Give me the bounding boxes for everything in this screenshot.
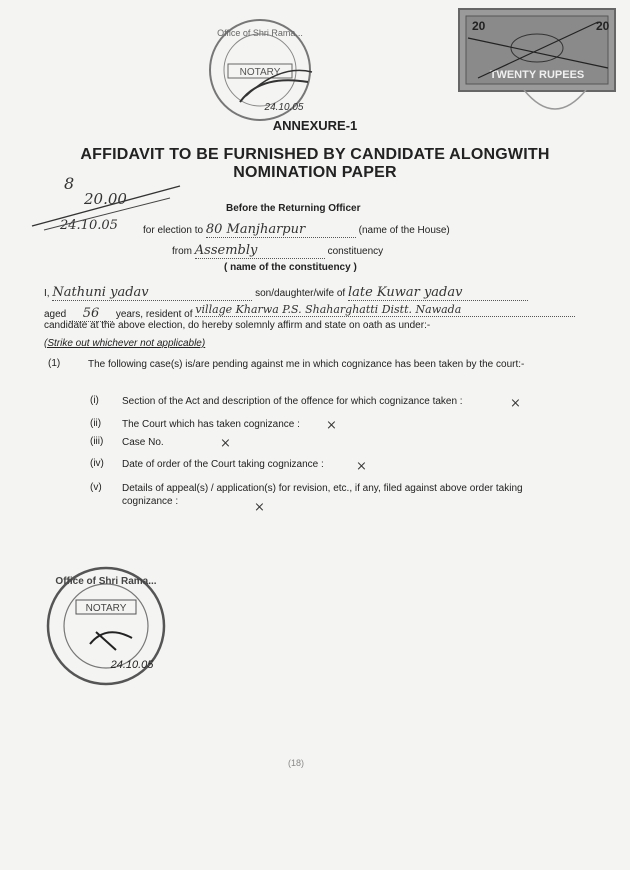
from-label: from [172, 246, 192, 257]
notary-top-date: 24.10.05 [264, 102, 304, 113]
subitem-iv-text: Date of order of the Court taking cognizance : [122, 459, 324, 470]
subitem-iii-mark: × [220, 436, 231, 451]
parent-name-value: late Kuwar yadav [348, 285, 528, 301]
notary-top-ring: Office of Shri Rama... [217, 28, 303, 38]
affidavit-title-line1: AFFIDAVIT TO BE FURNISHED BY CANDIDATE ALONGWITH [80, 146, 550, 163]
subitem-iv-number: (iv) [90, 458, 104, 469]
subitem-i-mark: × [510, 396, 521, 411]
item1-text: The following case(s) is/are pending against me in which cognizance has been taken by the court:- [88, 359, 525, 370]
declarant-name-line [44, 285, 528, 301]
annexure-label: ANNEXURE-1 [272, 118, 358, 133]
subitem-iv-mark: × [356, 459, 367, 474]
notary-stamp-bottom [36, 560, 176, 690]
constituency-label: constituency [327, 246, 384, 257]
revenue-stamp [458, 8, 616, 92]
address-value: village Kharwa P.S. Shaharghatti Distt. Nawada [195, 303, 575, 317]
subitem-i-number: (i) [90, 395, 99, 406]
revenue-words: TWENTY RUPEES [489, 69, 585, 81]
house-label: (name of the House) [358, 225, 450, 236]
returning-officer-line: Before the Returning Officer [226, 203, 361, 214]
house-name-value: 80 Manjharpur [206, 222, 356, 238]
revenue-value: 20 [472, 19, 486, 33]
notary-bottom-label: NOTARY [85, 603, 127, 614]
margin-note-serial: 8 [64, 174, 75, 193]
margin-note-date: 24.10.05 [60, 218, 118, 233]
subitem-ii-mark: × [326, 418, 337, 433]
oath-statement: candidate at the above election, do hereby solemnly affirm and state on oath as under:- [44, 320, 431, 331]
constituency-line [172, 243, 383, 259]
resident-label: years, resident of [115, 309, 193, 320]
constituency-note: ( name of the constituency ) [224, 262, 357, 273]
subitem-i-text: Section of the Act and description of the offence for which cognizance taken : [122, 396, 463, 407]
margin-note-fee: 20.00 [84, 190, 127, 208]
subitem-iii-number: (iii) [90, 436, 104, 447]
subitem-v-text: Details of appeal(s) / application(s) for revision, etc., if any, filed against above order taking cognizance : [122, 483, 523, 507]
aged-label: aged [44, 309, 67, 320]
relation-label: son/daughter/wife of [255, 288, 346, 299]
declarant-name-value: Nathuni yadav [52, 285, 252, 301]
declarant-prefix: I, [44, 288, 50, 299]
age-value: 56 [69, 306, 113, 322]
subitem-v-number: (v) [90, 482, 102, 493]
election-house-line [143, 222, 450, 238]
subitem-v-mark: × [254, 500, 265, 515]
strike-out-note: (Strike out whichever not applicable) [44, 338, 206, 349]
notary-bottom-ring: Office of Shri Rama... [55, 576, 157, 587]
for-election-label: for election to [143, 225, 204, 236]
page-mark: (18) [288, 758, 305, 768]
subitem-ii-number: (ii) [90, 418, 102, 429]
subitem-iii-text: Case No. [122, 437, 164, 448]
notary-bottom-date: 24.10.05 [110, 659, 154, 671]
subitem-ii-text: The Court which has taken cognizance : [122, 419, 300, 430]
notary-top-label: NOTARY [239, 67, 281, 78]
item1-number: (1) [48, 358, 61, 369]
revenue-corner: 20 [596, 19, 610, 33]
notary-stamp-top [200, 14, 320, 124]
constituency-value: Assembly [195, 243, 325, 259]
affidavit-title-line2: NOMINATION PAPER [233, 164, 397, 181]
